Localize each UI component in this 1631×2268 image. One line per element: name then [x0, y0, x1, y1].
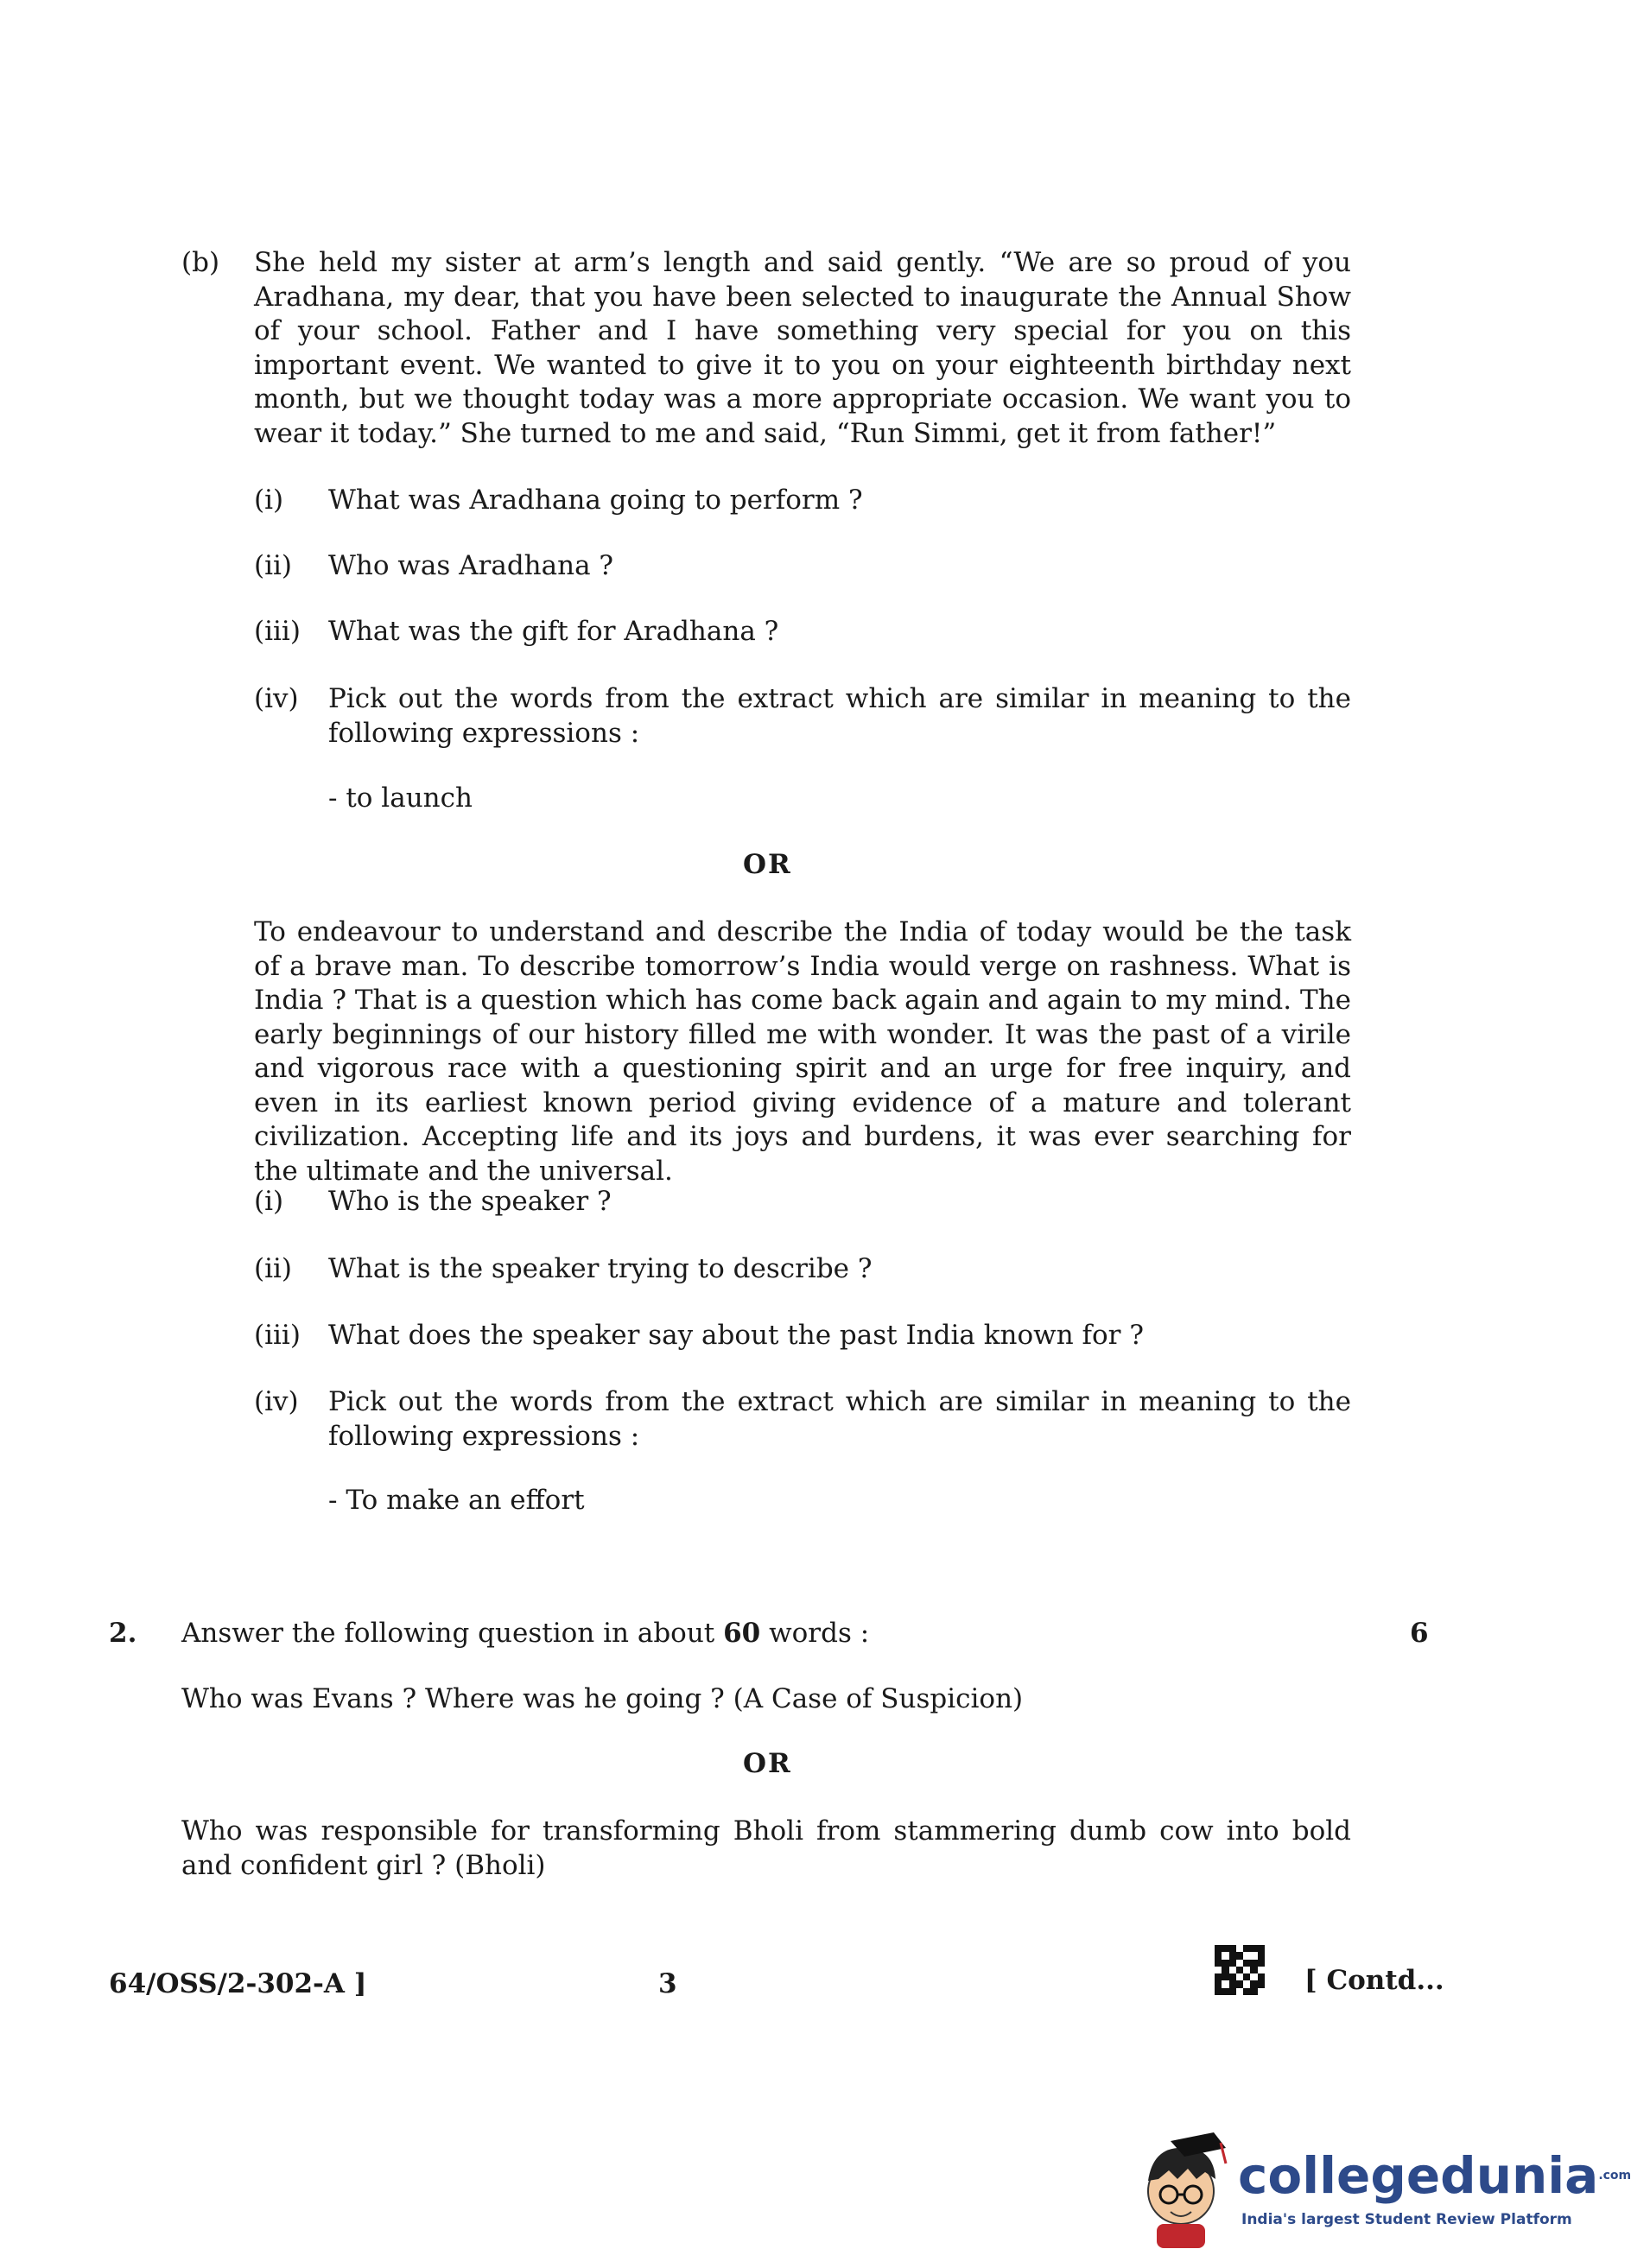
expression-b: - to launch — [328, 782, 473, 814]
question-b-i-num: (i) — [254, 485, 284, 516]
question-b-iv: Pick out the words from the extract which are similar in meaning to the following expressions : — [328, 683, 1351, 749]
question-2-option-2: Who was responsible for transforming Bholi from stammering dumb cow into bold and confident girl ? (Bholi) — [181, 1815, 1351, 1881]
question-b2-iii: What does the speaker say about the past India known for ? — [328, 1320, 1144, 1351]
expression-b2: - To make an effort — [328, 1485, 585, 1516]
question-b2-iv: Pick out the words from the extract which are similar in meaning to the following expressions : — [328, 1386, 1351, 1452]
question-b-iv-num: (iv) — [254, 683, 299, 714]
question-2-marks: 6 — [1410, 1618, 1429, 1649]
question-b2-ii: What is the speaker trying to describe ? — [328, 1253, 873, 1284]
page-number: 3 — [658, 1968, 677, 1999]
watermark-brand-suffix: .com — [1598, 2169, 1631, 2182]
question-b2-iii-num: (iii) — [254, 1320, 301, 1351]
paper-code: 64/OSS/2-302-A ] — [109, 1968, 367, 1999]
watermark-tagline: India's largest Student Review Platform — [1241, 2211, 1572, 2228]
question-b2-iv-num: (iv) — [254, 1386, 299, 1417]
question-b2-ii-num: (ii) — [254, 1253, 293, 1284]
question-b-ii-num: (ii) — [254, 550, 293, 581]
watermark — [1136, 2129, 1631, 2258]
question-b-ii: Who was Aradhana ? — [328, 550, 614, 581]
or-divider-b: OR — [743, 849, 792, 880]
or-divider-q2: OR — [743, 1748, 792, 1779]
mascot-icon — [1136, 2129, 1231, 2250]
question-2-number: 2. — [109, 1618, 137, 1649]
watermark-brand-name: collegedunia — [1238, 2146, 1599, 2205]
passage-b-alt: To endeavour to understand and describe the India of today would be the task of a brave man. To describe tomorrow’s India would verge on rashness. What is India ? That is a question which has come back again and again to my mind. The early beginnings of our history filled me with wonder. It was the past of a virile and vigorous race with a questioning spirit and an urge for free inquiry, and even in its earliest known period giving evidence of a mature and tolerant civilization. Accepting life and its joys and burdens, it was ever searching for the ultimate and the universal. — [254, 916, 1351, 1187]
question-2-word-count: 60 — [723, 1618, 761, 1649]
qr-code — [1215, 1945, 1265, 1995]
question-2-prompt — [181, 1617, 869, 1651]
continued-label: [ Contd... — [1304, 1965, 1444, 1996]
question-2-prompt-after: words : — [760, 1618, 870, 1649]
question-2-prompt-before: Answer the following question in about — [181, 1618, 724, 1649]
watermark-brand — [1238, 2148, 1631, 2203]
question-2-option-1: Who was Evans ? Where was he going ? (A Case of Suspicion) — [181, 1683, 1024, 1714]
question-b2-i-num: (i) — [254, 1186, 284, 1217]
passage-b: She held my sister at arm’s length and said gently. “We are so proud of you Aradhana, my dear, that you have been selected to inaugurate the Annual Show of your school. Father and I have something very special for you on this important event. We wanted to give it to you on your eighteenth birthday next month, but we thought today was a more appropriate occasion. We want you to wear it today.” She turned to me and said, “Run Simmi, get it from father!” — [254, 247, 1351, 449]
question-b-iii: What was the gift for Aradhana ? — [328, 616, 779, 647]
question-b-iii-num: (iii) — [254, 616, 301, 647]
question-b-i: What was Aradhana going to perform ? — [328, 485, 863, 516]
question-b2-i: Who is the speaker ? — [328, 1186, 612, 1217]
section-b-label: (b) — [181, 247, 220, 278]
